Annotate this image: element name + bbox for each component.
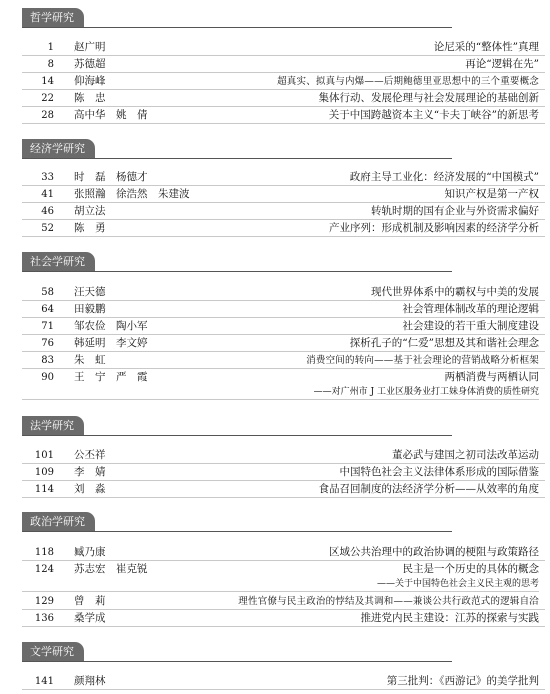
- article-title: 理性官僚与民主政治的悖结及其调和——兼谈公共行政范式的逻辑自洽: [238, 596, 539, 607]
- article-title: 关于中国跨越资本主义“卡夫丁峡谷”的新思考: [328, 109, 539, 121]
- article-subtitle: ——对广州市 J 工业区服务业打工妹身体消费的质性研究: [22, 385, 539, 400]
- author: 朱 虹: [74, 354, 106, 366]
- author: 胡立法: [74, 205, 106, 217]
- section-heading: 哲学研究: [22, 8, 84, 27]
- page-number: 52: [41, 223, 54, 234]
- page-number: 141: [34, 676, 54, 687]
- page-number: 136: [34, 613, 54, 624]
- author: 仰海峰: [74, 75, 106, 87]
- author: 苏志宏 崔克锐: [74, 563, 148, 575]
- author: 高中华 姚 倩: [74, 109, 148, 121]
- article-title: 知识产权是第一产权: [444, 188, 539, 200]
- toc-entry[interactable]: [22, 302, 545, 318]
- article-title: 董必武与建国之初司法改革运动: [392, 449, 539, 461]
- article-title: 现代世界体系中的霸权与中美的发展: [371, 286, 539, 298]
- author: 王 宁 严 霞: [74, 371, 148, 383]
- toc-entry[interactable]: [22, 74, 545, 90]
- toc-entry[interactable]: [22, 204, 545, 220]
- toc-entry[interactable]: [22, 40, 545, 56]
- toc-entry[interactable]: [22, 336, 545, 352]
- section-heading: 社会学研究: [22, 252, 95, 271]
- article-title: 集体行动、发展伦理与社会发展理论的基础创新: [318, 92, 539, 104]
- page-number: 118: [34, 547, 54, 558]
- article-title: 消费空间的转向——基于社会理论的营销战略分析框架: [306, 355, 539, 366]
- page-number: 33: [41, 172, 54, 183]
- page-number: 22: [41, 93, 54, 104]
- author: 颜翔林: [74, 675, 106, 687]
- article-title: 两栖消费与两栖认同: [444, 371, 539, 383]
- author: 赵广明: [74, 41, 106, 53]
- page-number: 8: [47, 59, 54, 70]
- page-number: 124: [34, 564, 54, 575]
- author: 田毅鹏: [74, 303, 106, 315]
- article-title: 政府主导工业化：经济发展的“中国模式”: [349, 171, 539, 183]
- article-title: 论尼采的“整体性”真理: [433, 41, 539, 53]
- toc-entry[interactable]: [22, 562, 545, 577]
- toc-entry[interactable]: [22, 465, 545, 481]
- toc-entry[interactable]: [22, 482, 545, 498]
- section-header-literature: [22, 642, 452, 662]
- section-header-politics: [22, 512, 452, 532]
- section-header-economics: [22, 139, 452, 159]
- toc-entry[interactable]: [22, 319, 545, 335]
- section-heading: 政治学研究: [22, 512, 95, 531]
- article-title: 社会管理体制改革的理论逻辑: [402, 303, 539, 315]
- article-title: 超真实、拟真与内爆——后期鲍德里亚思想中的三个重要概念: [277, 76, 539, 87]
- author: 时 磊 杨德才: [74, 171, 148, 183]
- author: 臧乃康: [74, 546, 106, 558]
- article-title: 区域公共治理中的政治协调的梗阻与政策路径: [329, 546, 539, 558]
- toc-entry[interactable]: [22, 448, 545, 464]
- article-subtitle: ——关于中国特色社会主义民主观的思考: [22, 577, 539, 592]
- author: 张照瀚 徐浩然 朱建波: [74, 188, 190, 200]
- page-number: 1: [47, 42, 54, 53]
- author: 李 婧: [74, 466, 106, 478]
- page-number: 28: [41, 110, 54, 121]
- toc-entry[interactable]: [22, 108, 545, 124]
- article-title: 产业序列：形成机制及影响因素的经济学分析: [329, 222, 539, 234]
- author: 汪天德: [74, 286, 106, 298]
- page-number: 101: [34, 450, 54, 461]
- toc-entry[interactable]: [22, 187, 545, 203]
- page-number: 90: [41, 372, 54, 383]
- author: 韩延明 李文婷: [74, 337, 148, 349]
- article-title: 第三批判：《西游记》的美学批判: [386, 675, 539, 687]
- article-title: 中国特色社会主义法律体系形成的国际借鉴: [339, 466, 539, 478]
- section-header-sociology: [22, 252, 452, 272]
- toc-entry[interactable]: [22, 285, 545, 301]
- page-number: 58: [41, 287, 54, 298]
- page-number: 41: [41, 189, 54, 200]
- author: 苏德超: [74, 58, 106, 70]
- page-number: 114: [34, 484, 54, 495]
- author: 桑学成: [74, 612, 106, 624]
- article-title: 民主是一个历史的具体的概念: [402, 563, 539, 575]
- toc-entry[interactable]: [22, 221, 545, 237]
- author: 陈 勇: [74, 222, 106, 234]
- author: 刘 淼: [74, 483, 106, 495]
- article-title: 食品召回制度的法经济学分析——从效率的角度: [318, 483, 539, 495]
- section-heading: 文学研究: [22, 642, 84, 661]
- page-number: 83: [41, 355, 54, 366]
- author: 公丕祥: [74, 449, 106, 461]
- page-number: 14: [41, 76, 54, 87]
- toc-entry[interactable]: [22, 370, 545, 385]
- section-heading: 法学研究: [22, 416, 84, 435]
- page-number: 109: [34, 467, 54, 478]
- toc-entry[interactable]: [22, 91, 545, 107]
- toc-entry[interactable]: [22, 170, 545, 186]
- section-header-law: [22, 416, 452, 436]
- page-number: 46: [41, 206, 54, 217]
- toc-entry[interactable]: [22, 57, 545, 73]
- article-title: 探析孔子的“仁爱”思想及其和谐社会理念: [349, 337, 539, 349]
- article-title: 转轨时期的国有企业与外资需求偏好: [371, 205, 539, 217]
- article-title: 社会建设的若干重大制度建设: [402, 320, 539, 332]
- author: 曾 莉: [74, 595, 106, 607]
- page-number: 71: [41, 321, 54, 332]
- author: 陈 忠: [74, 92, 106, 104]
- page-number: 64: [41, 304, 54, 315]
- page-number: 129: [34, 596, 54, 607]
- section-heading: 经济学研究: [22, 139, 95, 158]
- page-number: 76: [41, 338, 54, 349]
- section-header-philosophy: [22, 8, 452, 28]
- toc-entry[interactable]: [22, 545, 545, 561]
- article-title: 推进党内民主建设：江苏的探索与实践: [360, 612, 539, 624]
- article-title: 再论“逻辑在先”: [465, 58, 539, 70]
- toc-entry[interactable]: [22, 353, 545, 369]
- author: 邹农俭 陶小军: [74, 320, 148, 332]
- toc-entry[interactable]: [22, 594, 545, 610]
- toc-entry[interactable]: [22, 674, 545, 690]
- toc-entry[interactable]: [22, 611, 545, 627]
